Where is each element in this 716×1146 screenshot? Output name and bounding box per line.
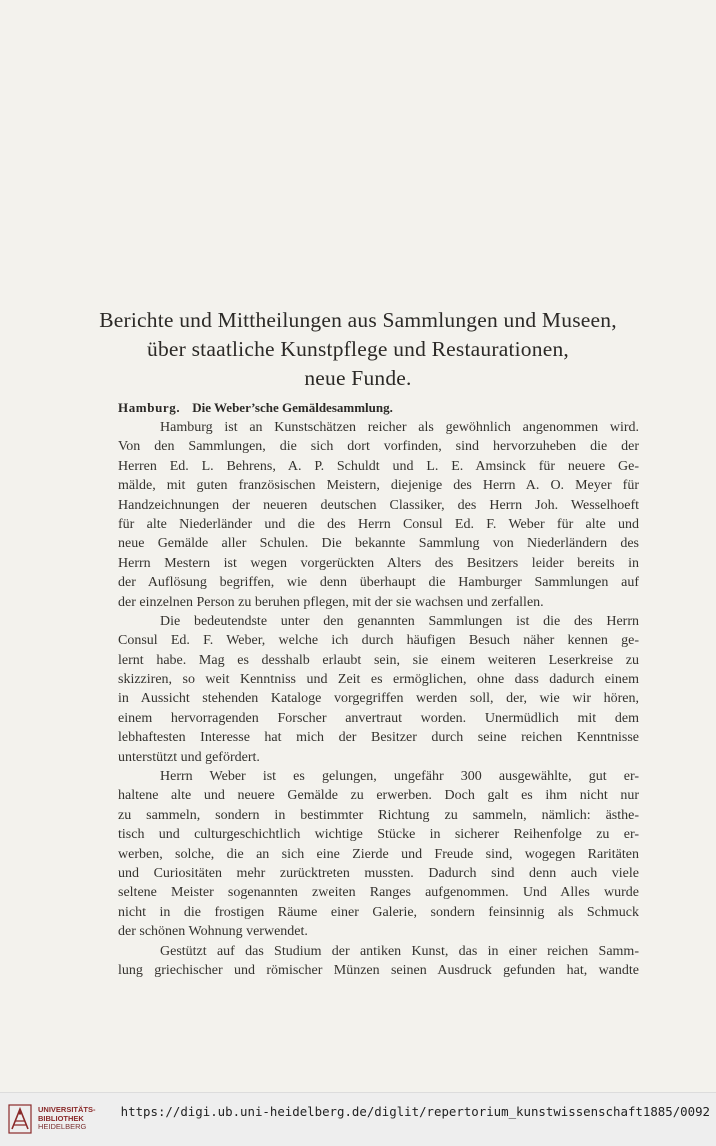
text-line: werben, solche, die an sich eine Zierde und Freude sind, wogegen Raritäten	[118, 846, 639, 862]
text-line: Herrn Mestern ist wegen vorgerückten Alters des Besitzers leider bereits in	[118, 555, 639, 571]
section-title: Die Weber’sche Gemäldesammlung.	[192, 400, 393, 415]
text-line: Von den Sammlungen, die sich dort vorfinden, sind hervorzuheben die der	[118, 439, 639, 455]
body-text	[118, 418, 639, 980]
text-line: tisch und culturgeschichtlich wichtige Stücke in sicherer Reihenfolge zu er-	[118, 827, 639, 843]
text-line: haltene alte und neuere Gemälde zu erwerben. Doch galt es ihm nicht nur	[118, 788, 639, 804]
viewer-footer	[0, 1092, 716, 1146]
page-heading	[40, 306, 676, 393]
permalink-url[interactable]: https://digi.ub.uni-heidelberg.de/diglit/repertorium_kunstwissenschaft1885/0092	[120, 1104, 710, 1119]
text-line: neue Gemälde aller Schulen. Die bekannte Sammlung von Niederländern des	[118, 536, 639, 552]
text-line: und Curiositäten mehr zurücktreten mussten. Dadurch sind denn auch viele	[118, 865, 639, 881]
library-name-line-2: BIBLIOTHEK	[38, 1113, 84, 1123]
heading-line-2: über staatliche Kunstpflege und Restaurationen,	[147, 337, 569, 361]
section-city: Hamburg.	[118, 400, 181, 415]
text-line: mälde, mit guten französischen Meistern, diejenige des Herrn A. O. Meyer für	[118, 478, 639, 494]
text-line: Gestützt auf das Studium der antiken Kunst, das in einer reichen Samm-	[160, 943, 639, 959]
text-line: lebhaftesten Interesse hat mich der Besitzer durch seine reichen Kenntnisse	[118, 730, 639, 746]
text-line: nicht in die frostigen Räume einer Galerie, sondern feinsinnig als Schmuck	[118, 904, 639, 920]
text-line: unterstützt und gefördert.	[118, 749, 260, 765]
text-line: Herren Ed. L. Behrens, A. P. Schuldt und L. E. Amsinck für neuere Ge-	[118, 458, 639, 474]
text-line: der schönen Wohnung verwendet.	[118, 924, 308, 940]
text-line: lung griechischer und römischer Münzen seinen Ausdruck gefunden hat, wandte	[118, 962, 639, 978]
text-line: skizziren, so weit Kenntniss und Zeit es ermöglichen, ohne dass dadurch einem	[118, 672, 639, 688]
section-heading	[118, 400, 393, 416]
library-logo-icon[interactable]	[8, 1103, 32, 1135]
text-line: einem hervorragenden Forscher anvertraut worden. Unermüdlich mit dem	[118, 710, 639, 726]
text-line: lernt habe. Mag es desshalb erlaubt sein, sie einem weiteren Leserkreise zu	[118, 652, 639, 668]
text-line: Die bedeutendste unter den genannten Sammlungen ist die des Herrn	[160, 613, 639, 629]
text-line: zu sammeln, sondern in bestimmter Richtung zu sammeln, nämlich: ästhe-	[118, 807, 639, 823]
library-name-line-3: HEIDELBERG	[38, 1122, 87, 1132]
text-line: in Aussicht stehenden Kataloge vorgegriffen werden soll, der, wie wir hören,	[118, 691, 639, 707]
text-line: Herrn Weber ist es gelungen, ungefähr 300 ausgewählte, gut er-	[160, 769, 639, 785]
text-line: für alte Niederländer und die des Herrn Consul Ed. F. Weber für alte und	[118, 516, 639, 532]
heading-line-3: neue Funde.	[304, 366, 412, 390]
text-line: der Auflösung begriffen, wie denn überhaupt die Hamburger Sammlungen auf	[118, 575, 639, 591]
text-line: Handzeichnungen der neueren deutschen Classiker, des Herrn Joh. Wesselhoeft	[118, 497, 639, 513]
text-line: der einzelnen Person zu beruhen pflegen, mit der sie wachsen und zerfallen.	[118, 594, 544, 610]
text-line: Hamburg ist an Kunstschätzen reicher als gewöhnlich angenommen wird.	[160, 420, 639, 435]
heading-line-1: Berichte und Mittheilungen aus Sammlungen und Museen,	[99, 308, 617, 332]
text-line: Consul Ed. F. Weber, welche ich durch häufigen Besuch näher kennen ge-	[118, 633, 639, 649]
library-name[interactable]	[38, 1106, 96, 1132]
text-line: seltene Meister sogenannten zweiten Ranges aufgenommen. Und Alles wurde	[118, 885, 639, 901]
library-name-line-1: UNIVERSITÄTS-	[38, 1105, 96, 1114]
